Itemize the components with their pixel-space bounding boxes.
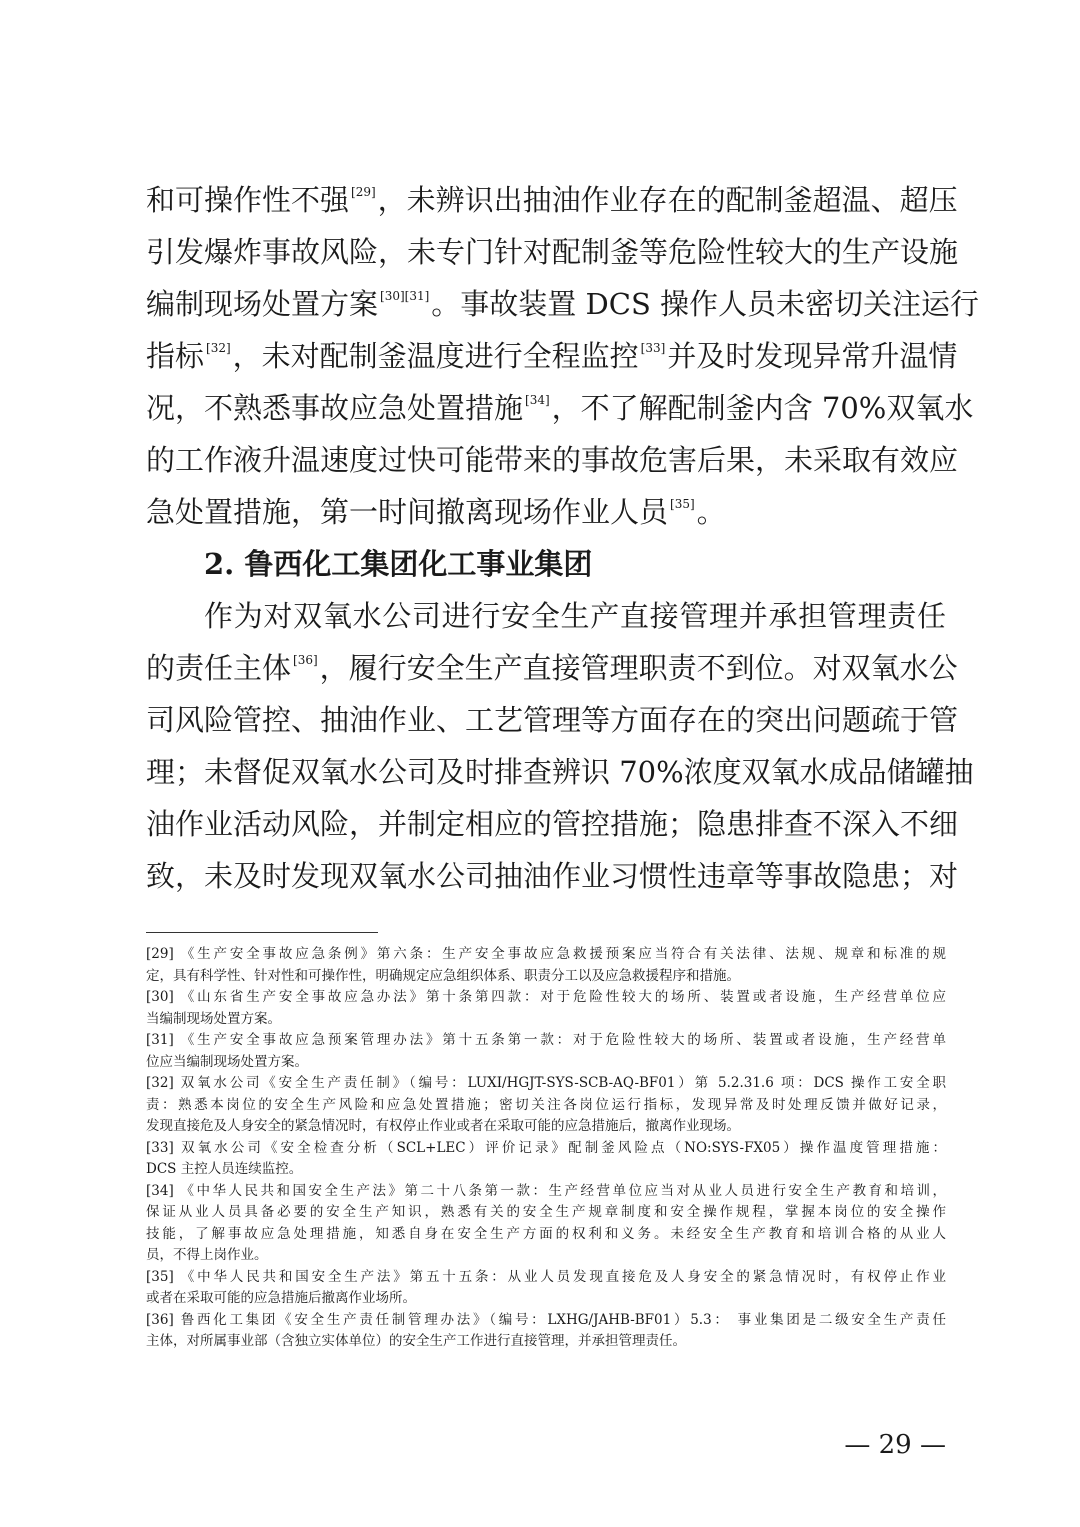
- body-line-12: 理；未督促双氧水公司及时排查辨识 70%浓度双氧水成品储罐抽: [146, 755, 974, 789]
- footnote-line: 当编制现场处置方案。: [146, 1010, 281, 1027]
- footnote-line: DCS 主控人员连续监控。: [146, 1161, 303, 1177]
- footnote-line: [33] 双氧水公司《安全检查分析（SCL+LEC）评价记录》配制釜风险点（NO:SYS-FX05）操作温度管理措施：: [146, 1139, 946, 1156]
- body-line-7: 急处置措施，第一时间撤离现场作业人员 [35]。: [146, 495, 726, 529]
- section-heading: 2. 鲁西化工集团化工事业集团: [204, 547, 593, 581]
- body-line-1: 和可操作性不强 [29]，未辨识出抽油作业存在的配制釜超温、超压: [146, 183, 958, 217]
- footnote-line: 技能，了解事故应急处理措施，知悉自身在安全生产方面的权利和义务。未经安全生产教育和培训合格的从业人: [146, 1225, 946, 1242]
- footnote-line: [29] 《生产安全事故应急条例》第六条：生产安全事故应急救援预案应当符合有关法律、法规、规章和标准的规: [146, 946, 946, 962]
- footnote-line: [34] 《中华人民共和国安全生产法》第二十八条第一款：生产经营单位应当对从业人员进行安全生产教育和培训，: [146, 1182, 946, 1199]
- footnote-ref-30-31[interactable]: [30][31]: [380, 289, 430, 303]
- footnote-line: 定，具有科学性、针对性和可操作性，明确规定应急组织体系、职责分工以及应急救援程序和措施。: [146, 967, 740, 984]
- footnote-line: [30] 《山东省生产安全事故应急办法》第十条第四款：对于危险性较大的场所、装置或者设施，生产经营单位应: [146, 989, 946, 1005]
- body-text: [146, 174, 980, 902]
- footnote-line: 位应当编制现场处置方案。: [146, 1053, 308, 1070]
- footnote-line: 主体，对所属事业部（含独立实体单位）的安全生产工作进行直接管理，并承担管理责任。: [146, 1333, 686, 1349]
- body-line-3: 编制现场处置方案 [30][31]。事故装置 DCS 操作人员未密切关注运行: [146, 287, 980, 321]
- footnote-line: [31] 《生产安全事故应急预案管理办法》第十五条第一款：对于危险性较大的场所、装置或者设施，生产经营单: [146, 1032, 946, 1048]
- footnote-line: [36] 鲁西化工集团《安全生产责任制管理办法》（编号：LXHG/JAHB-BF01）5.3： 事业集团是二级安全生产责任: [146, 1311, 946, 1328]
- footnote-ref-33[interactable]: [33]: [640, 341, 666, 355]
- footnote-line: [35] 《中华人民共和国安全生产法》第五十五条：从业人员发现直接危及人身安全的紧急情况时，有权停止作业: [146, 1268, 946, 1285]
- footnote-line: 保证从业人员具备必要的安全生产知识，熟悉有关的安全生产规章制度和安全操作规程，掌握本岗位的安全操作: [146, 1204, 946, 1220]
- footnote-ref-34[interactable]: [34]: [525, 393, 550, 407]
- footnote-line: 责：熟悉本岗位的安全生产风险和应急处置措施；密切关注各岗位运行指标，发现异常及时处理反馈并做好记录，: [146, 1096, 946, 1113]
- footnote-line: [32] 双氧水公司《安全生产责任制》（编号：LUXI/HGJT-SYS-SCB-AQ-BF01）第 5.2.31.6 项：DCS 操作工安全职: [146, 1075, 946, 1091]
- footnote-line: 发现直接危及人身安全的紧急情况时，有权停止作业或者在采取可能的应急措施后，撤离作业现场。: [146, 1118, 740, 1134]
- footnote-line: 或者在采取可能的应急措施后撤离作业场所。: [146, 1290, 416, 1306]
- footnote-line: 员，不得上岗作业。: [146, 1247, 268, 1263]
- body-line-13: 油作业活动风险，并制定相应的管控措施；隐患排查不深入不细: [146, 807, 959, 841]
- body-line-6: 的工作液升温速度过快可能带来的事故危害后果，未采取有效应: [146, 443, 959, 477]
- body-line-5: 况，不熟悉事故应急处置措施 [34]，不了解配制釜内含 70%双氧水: [146, 391, 974, 425]
- body-line-14: 致，未及时发现双氧水公司抽油作业习惯性违章等事故隐患；对: [146, 859, 959, 893]
- body-line-10: 的责任主体 [36]，履行安全生产直接管理职责不到位。对双氧水公: [146, 651, 958, 685]
- body-line-9: 作为对双氧水公司进行安全生产直接管理并承担管理责任: [204, 599, 946, 633]
- body-line-4: 指标 [32]，未对配制釜温度进行全程监控 [33]并及时发现异常升温情: [146, 339, 958, 373]
- footnote-divider: [146, 932, 378, 933]
- footnote-ref-29[interactable]: [29]: [351, 185, 376, 199]
- footnotes: [146, 944, 946, 1353]
- page-number: — 29 —: [844, 1430, 946, 1460]
- footnote-ref-36[interactable]: [36]: [293, 653, 318, 667]
- body-line-11: 司风险管控、抽油作业、工艺管理等方面存在的突出问题疏于管: [146, 703, 959, 737]
- footnote-ref-32[interactable]: [32]: [206, 341, 231, 355]
- body-line-2: 引发爆炸事故风险，未专门针对配制釜等危险性较大的生产设施: [146, 235, 959, 269]
- footnote-ref-35[interactable]: [35]: [670, 497, 695, 511]
